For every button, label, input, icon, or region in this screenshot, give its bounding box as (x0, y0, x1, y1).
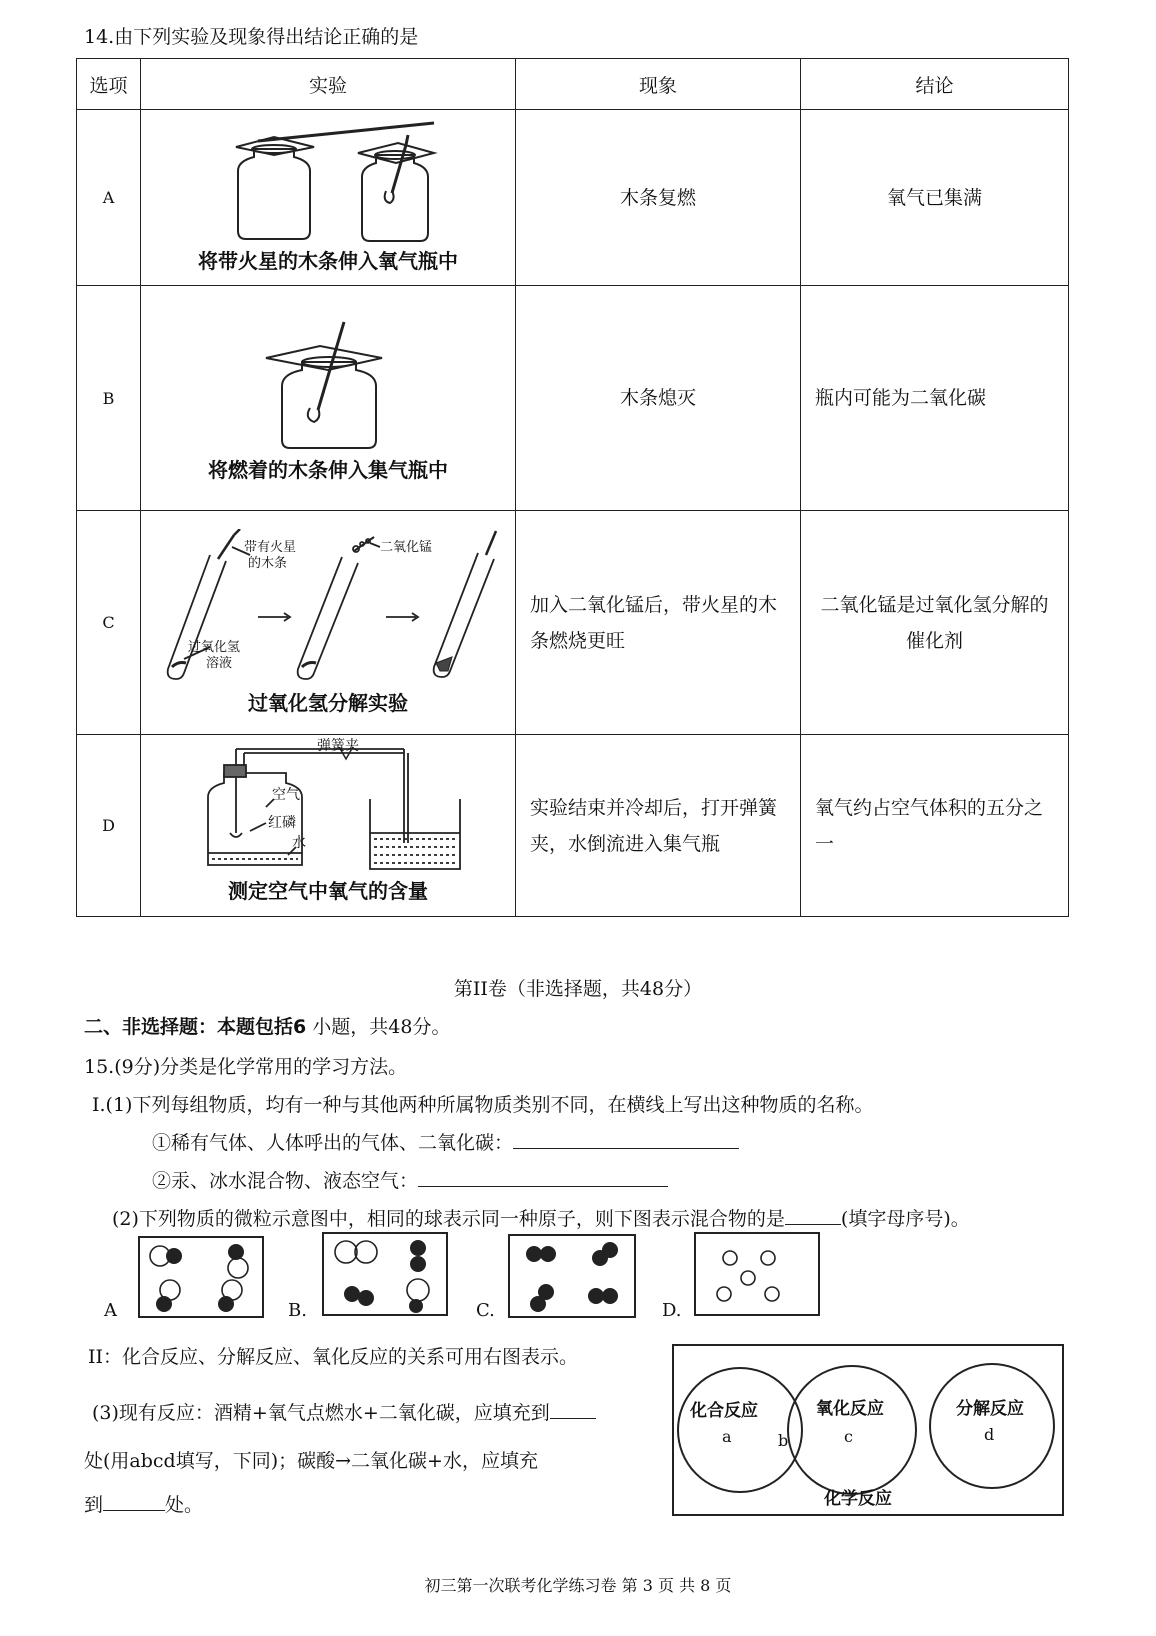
header-option: 选项 (77, 59, 141, 110)
venn-label-oxidation: 氧化反应 (816, 1399, 884, 1419)
particle-box-a (138, 1236, 264, 1318)
item-1-text: ①稀有气体、人体呼出的气体、二氧化碳： (152, 1132, 514, 1154)
particle-box-b (322, 1232, 448, 1316)
question-15-q3-line3 (84, 1490, 203, 1517)
section-2-title: 第II卷（非选择题，共48分） (453, 978, 703, 1000)
venn-circles (674, 1346, 1062, 1514)
experiment-figure-a (141, 121, 515, 274)
question-15-stem: 15.(9分)分类是化学常用的学习方法。 (84, 1056, 408, 1078)
header-conclusion: 结论 (801, 59, 1069, 110)
question-15-part-II: II：化合反应、分解反应、氧化反应的关系可用右图表示。 (88, 1346, 579, 1368)
particles-a (140, 1238, 262, 1316)
conclusion-cell: 氧气约占空气体积的五分之一 (801, 735, 1069, 917)
venn-label-outer: 化学反应 (824, 1489, 892, 1509)
experiment-figure-d (141, 738, 515, 904)
table-row (77, 286, 1069, 511)
phenomenon-cell: 木条熄灭 (516, 286, 801, 511)
venn-label-combination: 化合反应 (690, 1401, 758, 1421)
particles-b (324, 1234, 446, 1314)
apparatus-labels (268, 786, 306, 851)
label-water: 水 (292, 835, 306, 851)
box-label-a: A (104, 1300, 117, 1321)
answer-blank-3a[interactable] (550, 1398, 596, 1419)
q3-text-a: (3)现有反应：酒精+氧气点燃水+二氧化碳，应填充到 (92, 1402, 550, 1424)
test-tubes-illustration (148, 529, 508, 687)
gas-jars-illustration (198, 121, 458, 245)
experiment-caption: 将带火星的木条伸入氧气瓶中 (198, 249, 458, 273)
label-splint: 带有火星 (244, 540, 297, 555)
venn-region-c: c (844, 1427, 853, 1446)
table-row (77, 735, 1069, 917)
box-label-b: B. (288, 1300, 307, 1321)
label-phosphorus: 红磷 (268, 815, 296, 831)
q3-text-d: 处。 (165, 1494, 204, 1516)
experiment-caption: 过氧化氢分解实验 (248, 691, 408, 715)
option-label: A (77, 110, 141, 286)
experiment-caption: 将燃着的木条伸入集气瓶中 (208, 457, 448, 482)
venn-label-decomposition: 分解反应 (956, 1399, 1024, 1419)
table-row (77, 511, 1069, 735)
reaction-venn-diagram (672, 1344, 1064, 1516)
experiment-table (76, 58, 1069, 917)
question-15-q3-line1 (92, 1398, 596, 1425)
experiment-figure-c (141, 529, 515, 716)
q2-tail: (填字母序号)。 (840, 1208, 970, 1230)
oxygen-content-apparatus (178, 747, 478, 875)
item-2-text: ②汞、冰水混合物、液态空气： (152, 1170, 419, 1192)
label-air: 空气 (272, 787, 300, 803)
experiment-cell (141, 286, 516, 511)
phenomenon-cell: 木条复燃 (516, 110, 801, 286)
header-experiment: 实验 (141, 59, 516, 110)
particles-d (696, 1234, 818, 1314)
box-label-d: D. (662, 1300, 682, 1321)
phenomenon-cell: 实验结束并冷却后，打开弹簧夹，水倒流进入集气瓶 (516, 735, 801, 917)
experiment-cell (141, 735, 516, 917)
venn-region-b: b (778, 1431, 789, 1450)
particle-box-d (694, 1232, 820, 1316)
phenomenon-cell: 加入二氧化锰后，带火星的木条燃烧更旺 (516, 511, 801, 735)
answer-blank-1[interactable] (513, 1128, 739, 1149)
option-label: B (77, 286, 141, 511)
question-15-part-1: I.(1)下列每组物质，均有一种与其他两种所属物质类别不同，在横线上写出这种物质的名称。 (92, 1094, 874, 1116)
section-2-heading-bold: 二、非选择题：本题包括6 (84, 1016, 307, 1038)
option-label: C (77, 511, 141, 735)
experiment-cell (141, 110, 516, 286)
q3-text-c: 到 (84, 1494, 104, 1516)
page-footer: 初三第一次联考化学练习卷 第 3 页 共 8 页 (424, 1576, 732, 1595)
header-phenomenon: 现象 (516, 59, 801, 110)
q2-text: (2)下列物质的微粒示意图中，相同的球表示同一种原子，则下图表示混合物的是 (112, 1208, 785, 1230)
conclusion-cell: 二氧化锰是过氧化氢分解的催化剂 (801, 511, 1069, 735)
question-15-item-2 (152, 1166, 668, 1193)
experiment-caption: 测定空气中氧气的含量 (228, 879, 428, 903)
answer-blank-2[interactable] (418, 1166, 668, 1187)
experiment-cell (141, 511, 516, 735)
section-2-heading (84, 1012, 450, 1039)
option-label: D (77, 735, 141, 917)
answer-blank-mixture[interactable] (785, 1204, 841, 1225)
particles-c (510, 1236, 634, 1316)
table-row (77, 110, 1069, 286)
question-15-part-2 (112, 1204, 970, 1231)
particle-box-c (508, 1234, 636, 1318)
experiment-figure-b (141, 314, 515, 483)
conclusion-cell: 瓶内可能为二氧化碳 (801, 286, 1069, 511)
answer-blank-3b[interactable] (103, 1490, 165, 1511)
table-header-row (77, 59, 1069, 110)
label-h2o2: 过氧化氢 (188, 640, 241, 655)
test-tube-labels (188, 539, 432, 671)
section-2-heading-rest: 小题，共48分。 (312, 1016, 451, 1038)
venn-region-d: d (984, 1425, 995, 1444)
label-h2o2-2: 溶液 (206, 656, 233, 671)
label-splint-2: 的木条 (248, 556, 288, 571)
question-14-stem: 14.由下列实验及现象得出结论正确的是 (84, 26, 419, 48)
gas-jar-burning-splint-illustration (258, 314, 398, 454)
question-15-item-1 (152, 1128, 739, 1155)
label-mno2: 二氧化锰 (380, 540, 433, 555)
label-spring-clamp: 弹簧夹 (317, 738, 359, 754)
box-label-c: C. (476, 1300, 495, 1321)
question-15-q3-line2: 处(用abcd填写，下同)；碳酸→二氧化碳+水，应填充 (84, 1450, 538, 1472)
conclusion-cell: 氧气已集满 (801, 110, 1069, 286)
venn-region-a: a (722, 1427, 732, 1446)
